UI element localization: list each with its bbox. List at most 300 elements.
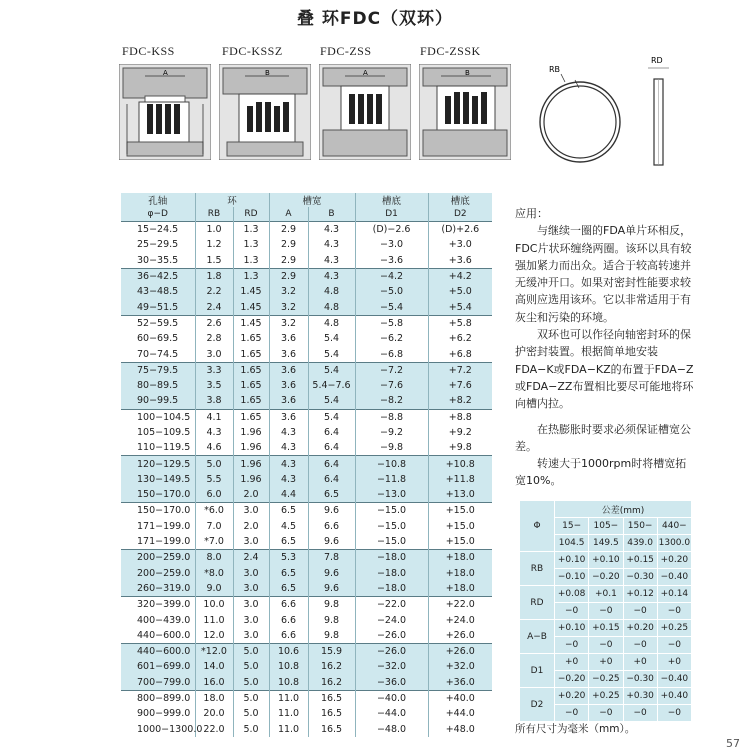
table-cell: 1.65 [233, 409, 269, 425]
tol-value: −0 [555, 603, 589, 620]
col-d2: D2 [428, 207, 492, 222]
table-cell: 9.6 [308, 566, 355, 581]
table-cell: +24.0 [428, 612, 492, 627]
tol-range: 149.5 [589, 535, 623, 552]
table-cell: 90−99.5 [121, 393, 195, 409]
table-cell: +8.8 [428, 409, 492, 425]
tol-label: D1 [520, 654, 555, 688]
table-cell: 1.96 [233, 456, 269, 472]
table-cell: −9.2 [355, 425, 428, 440]
table-cell: 5.3 [269, 550, 308, 566]
table-cell: 80−89.5 [121, 378, 195, 393]
table-cell: 3.2 [269, 315, 308, 331]
dim-a-label-2: A [363, 69, 368, 77]
table-cell: 4.8 [308, 284, 355, 299]
rb-label: RB [549, 65, 561, 74]
table-cell: 2.9 [269, 237, 308, 252]
table-cell: +11.8 [428, 472, 492, 487]
table-cell: −8.8 [355, 409, 428, 425]
table-cell: 4.4 [269, 487, 308, 503]
figure-label-zss: FDC-ZSS [320, 44, 372, 58]
table-cell: 4.3 [269, 425, 308, 440]
table-cell: 1000−1300.0 [137, 723, 203, 735]
tol-row [520, 552, 692, 569]
table-row [121, 519, 492, 534]
figure-label-kssz: FDC-KSSZ [222, 44, 283, 58]
table-row [121, 581, 492, 597]
table-cell: −5.8 [355, 315, 428, 331]
tol-value: −0 [555, 705, 589, 722]
table-cell: 12.0 [195, 628, 233, 644]
page-title: 叠 环FDC（双环） [296, 9, 454, 29]
table-cell: +26.0 [428, 628, 492, 644]
table-row [121, 675, 492, 691]
figure-label-zssk: FDC-ZSSK [420, 44, 481, 58]
table-cell: 3.0 [233, 628, 269, 644]
tol-value: −0 [589, 637, 623, 654]
table-cell: 1.65 [233, 331, 269, 346]
tol-value: −0.20 [555, 671, 589, 688]
table-cell: +3.0 [428, 237, 492, 252]
table-cell: 200−259.0 [121, 550, 195, 566]
table-cell: 5.0 [195, 456, 233, 472]
table-cell: +18.0 [428, 566, 492, 581]
tol-value: +0.20 [555, 688, 589, 705]
table-cell: 16.5 [308, 722, 355, 737]
table-cell: 5.0 [233, 690, 269, 706]
table-row [121, 644, 492, 660]
table-cell: −13.0 [355, 487, 428, 503]
table-cell: −5.0 [355, 284, 428, 299]
table-cell: 6.5 [269, 534, 308, 550]
table-cell: −7.6 [355, 378, 428, 393]
figure-label-kss: FDC-KSS [122, 44, 175, 58]
table-cell: 16.2 [308, 659, 355, 674]
table-cell: −3.0 [355, 237, 428, 252]
table-cell: 1.45 [233, 315, 269, 331]
table-cell: 30−35.5 [137, 254, 179, 266]
table-cell: 171−199.0 [137, 520, 191, 532]
table-row [121, 503, 492, 519]
table-cell: 60−69.5 [137, 333, 179, 345]
table-cell: 5.0 [233, 644, 269, 660]
tol-value: +0.25 [657, 620, 691, 637]
table-cell: 6.5 [269, 581, 308, 597]
table-row [121, 222, 492, 238]
table-cell: 1.5 [195, 253, 233, 269]
tol-value: −0 [555, 637, 589, 654]
col-groove-bottom-1: 槽底 [355, 193, 428, 207]
dim-a-label: A [163, 69, 168, 77]
table-cell: 800−899.0 [121, 690, 195, 706]
table-cell: +10.8 [428, 456, 492, 472]
table-cell: +5.0 [428, 284, 492, 299]
table-cell: 1.65 [233, 362, 269, 378]
table-row [121, 346, 492, 362]
col-rd: RD [233, 207, 269, 222]
col-groove-bottom-2: 槽底 [428, 193, 492, 207]
table-cell: 1.3 [233, 222, 269, 238]
application-heading: 应用： [515, 207, 548, 220]
table-cell: 100−104.5 [121, 409, 195, 425]
table-cell: 6.4 [308, 440, 355, 456]
table-row [121, 362, 492, 378]
table-cell: 4.3 [269, 456, 308, 472]
table-cell: −48.0 [355, 722, 428, 737]
figure-kssz [219, 64, 311, 160]
table-cell: 2.2 [195, 284, 233, 299]
page-number: 57 [726, 737, 740, 750]
table-cell: −11.8 [355, 472, 428, 487]
table-cell: 70−74.5 [137, 348, 179, 360]
tol-value: +0.08 [555, 586, 589, 603]
tol-range: 440− [657, 518, 691, 535]
tol-range: 15− [555, 518, 589, 535]
table-cell: 2.4 [195, 299, 233, 315]
table-cell: −24.0 [355, 612, 428, 627]
table-cell: 3.6 [269, 331, 308, 346]
col-d1: D1 [355, 207, 428, 222]
tol-value: −0 [589, 603, 623, 620]
table-cell: 6.4 [308, 472, 355, 487]
table-cell: 900−999.0 [137, 708, 191, 720]
table-cell: −6.2 [355, 331, 428, 346]
table-cell: 3.0 [233, 612, 269, 627]
tol-value: −0 [623, 637, 657, 654]
table-cell: *6.0 [195, 503, 233, 519]
table-cell: +18.0 [428, 550, 492, 566]
tol-header-row [520, 501, 692, 518]
table-cell: 1.65 [233, 393, 269, 409]
table-cell: 4.3 [308, 222, 355, 238]
tol-value: −0 [657, 637, 691, 654]
table-cell: +6.8 [428, 346, 492, 362]
tol-label: RD [520, 586, 555, 620]
col-groove-width: 槽宽 [269, 193, 355, 207]
application-para-2: 双环也可以作径向轴密封环的保护密封装置。根据简单地安装FDA−K或FDA−KZ的布置于FDA−Z或FDA−ZZ布置相比要尽可能地将环向槽内拉。 [515, 328, 694, 411]
table-cell: +5.4 [428, 299, 492, 315]
table-cell: 9.8 [308, 628, 355, 644]
table-cell: 9.6 [308, 581, 355, 597]
table-cell: 16.5 [308, 690, 355, 706]
table-cell: 6.6 [308, 519, 355, 534]
table-cell: 4.5 [269, 519, 308, 534]
table-cell: 11.0 [195, 612, 233, 627]
tol-value: +0.15 [589, 620, 623, 637]
table-cell: 5.5 [195, 472, 233, 487]
table-row [121, 331, 492, 346]
dim-b-label-2: B [465, 69, 470, 77]
table-cell: +13.0 [428, 487, 492, 503]
tol-value: +0.25 [589, 688, 623, 705]
table-cell: 5.4−7.6 [308, 378, 355, 393]
table-cell: 16.5 [308, 706, 355, 721]
tol-value: +0 [623, 654, 657, 671]
col-phi-d: φ−D [121, 207, 195, 222]
table-cell: 15−24.5 [121, 222, 195, 238]
table-cell: (D)+2.6 [428, 222, 492, 238]
tol-value: +0.10 [589, 552, 623, 569]
tol-value: −0 [623, 603, 657, 620]
tol-value: +0.15 [623, 552, 657, 569]
table-cell: 3.0 [195, 346, 233, 362]
tol-value: +0.10 [555, 620, 589, 637]
tol-row [520, 654, 692, 671]
table-cell: 52−59.5 [121, 315, 195, 331]
table-cell: 4.6 [195, 440, 233, 456]
table-cell: −18.0 [355, 581, 428, 597]
table-cell: 1.45 [233, 299, 269, 315]
table-cell: 6.4 [308, 425, 355, 440]
table-cell: −3.6 [355, 253, 428, 269]
table-cell: 15.9 [308, 644, 355, 660]
table-cell: −7.2 [355, 362, 428, 378]
table-row [121, 534, 492, 550]
table-cell: 9.6 [308, 534, 355, 550]
table-cell: 49−51.5 [121, 299, 195, 315]
tol-value: −0.40 [657, 569, 691, 586]
table-cell: *8.0 [195, 566, 233, 581]
tol-value: −0.30 [623, 671, 657, 688]
table-cell: 6.6 [269, 628, 308, 644]
table-cell: 3.2 [269, 299, 308, 315]
table-cell: 130−149.5 [121, 472, 195, 487]
table-cell: 2.9 [269, 253, 308, 269]
col-b: B [308, 207, 355, 222]
unit-note: 所有尺寸为毫米（mm）。 [515, 723, 636, 735]
tol-value: −0.20 [589, 569, 623, 586]
table-cell: 3.2 [269, 284, 308, 299]
tol-row [520, 586, 692, 603]
table-cell: −32.0 [355, 659, 428, 674]
table-cell: *7.0 [195, 534, 233, 550]
tol-value: +0.1 [589, 586, 623, 603]
figure-kss [119, 64, 211, 160]
table-row [121, 456, 492, 472]
table-row [121, 472, 492, 487]
figure-zss [319, 64, 411, 160]
table-row [121, 237, 492, 252]
table-cell: 6.6 [269, 597, 308, 613]
table-cell: 700−799.0 [121, 675, 195, 691]
dimension-table [121, 193, 492, 737]
table-cell: −10.8 [355, 456, 428, 472]
table-cell: +15.0 [428, 534, 492, 550]
table-row [121, 268, 492, 284]
table-cell: 3.5 [195, 378, 233, 393]
table-cell: 9.8 [308, 597, 355, 613]
tol-range: 105− [589, 518, 623, 535]
table-row [121, 284, 492, 299]
table-cell: 36−42.5 [121, 268, 195, 284]
table-cell: 6.4 [308, 456, 355, 472]
table-cell: −4.2 [355, 268, 428, 284]
table-cell: 5.0 [233, 706, 269, 721]
table-cell: +7.2 [428, 362, 492, 378]
table-cell: 3.0 [233, 503, 269, 519]
table-cell: −36.0 [355, 675, 428, 691]
table-cell: 5.4 [308, 362, 355, 378]
table-cell: −26.0 [355, 628, 428, 644]
table-cell: 1.65 [233, 346, 269, 362]
table-cell: 3.0 [233, 581, 269, 597]
table-cell: −26.0 [355, 644, 428, 660]
table-cell: −18.0 [355, 550, 428, 566]
table-cell: 9.6 [308, 503, 355, 519]
tol-value: +0 [657, 654, 691, 671]
tol-header: 公差(mm) [555, 501, 692, 518]
table-cell: 10.8 [269, 659, 308, 674]
table-cell: 43−48.5 [121, 284, 195, 299]
table-row [121, 722, 492, 737]
tol-value: +0.12 [623, 586, 657, 603]
table-row [121, 440, 492, 456]
table-cell: 1.2 [195, 237, 233, 252]
table-cell: 601−699.0 [121, 659, 195, 674]
table-cell: 1.45 [233, 284, 269, 299]
tol-value: −0.30 [623, 569, 657, 586]
col-a: A [269, 207, 308, 222]
table-cell: 2.0 [233, 487, 269, 503]
table-cell: 1.65 [233, 378, 269, 393]
table-row [121, 597, 492, 613]
table-cell: 7.8 [308, 550, 355, 566]
table-cell: +3.6 [428, 253, 492, 269]
ring-drawing [535, 52, 685, 181]
tol-range: 104.5 [555, 535, 589, 552]
table-cell: −44.0 [355, 706, 428, 721]
table-cell: 5.0 [233, 722, 269, 737]
table-row [121, 612, 492, 627]
table-cell: 2.8 [195, 331, 233, 346]
table-cell: 10.6 [269, 644, 308, 660]
tol-value: −0.25 [589, 671, 623, 688]
table-cell: 200−259.0 [121, 566, 195, 581]
table-cell: −8.2 [355, 393, 428, 409]
table-row [121, 393, 492, 409]
table-cell: +15.0 [428, 519, 492, 534]
figure-zssk [419, 64, 511, 160]
table-cell: 3.8 [195, 393, 233, 409]
table-cell: −5.4 [355, 299, 428, 315]
table-row [121, 690, 492, 706]
table-cell: 440−600.0 [121, 644, 195, 660]
table-cell: −15.0 [355, 519, 428, 534]
table-cell: 3.0 [233, 566, 269, 581]
tol-value: +0.10 [555, 552, 589, 569]
table-cell: 3.6 [269, 346, 308, 362]
table-cell: 1.96 [233, 425, 269, 440]
table-cell: 1.3 [233, 268, 269, 284]
table-cell: +40.0 [428, 690, 492, 706]
table-cell: 105−109.5 [137, 427, 191, 438]
table-cell: +7.6 [428, 378, 492, 393]
table-cell: 10.8 [269, 675, 308, 691]
table-cell: 2.4 [233, 550, 269, 566]
table-cell: 18.0 [195, 690, 233, 706]
table-cell: 3.6 [269, 409, 308, 425]
table-cell: 10.0 [195, 597, 233, 613]
table-cell: 3.0 [233, 597, 269, 613]
tol-value: +0.20 [657, 552, 691, 569]
table-cell: 1.8 [195, 268, 233, 284]
table-cell: 11.0 [269, 722, 308, 737]
table-cell: 11.0 [269, 706, 308, 721]
table-cell: 4.3 [308, 253, 355, 269]
table-cell: −9.8 [355, 440, 428, 456]
table-cell: 6.5 [269, 566, 308, 581]
table-cell: +15.0 [428, 503, 492, 519]
table-cell: 2.9 [269, 222, 308, 238]
table-cell: +36.0 [428, 675, 492, 691]
tol-value: +0.40 [657, 688, 691, 705]
table-cell: 1.96 [233, 440, 269, 456]
table-cell: 4.3 [269, 440, 308, 456]
table-cell: 150−170.0 [121, 503, 195, 519]
table-cell: +48.0 [428, 722, 492, 737]
tol-value: +0.30 [623, 688, 657, 705]
table-cell: +9.2 [428, 425, 492, 440]
table-cell: +9.8 [428, 440, 492, 456]
tol-value: +0 [555, 654, 589, 671]
table-cell: 4.8 [308, 299, 355, 315]
table-cell: +26.0 [428, 644, 492, 660]
table-cell: +6.2 [428, 331, 492, 346]
table-row [121, 487, 492, 503]
table-cell: 5.4 [308, 393, 355, 409]
table-cell: 260−319.0 [121, 581, 195, 597]
tol-label: A−B [520, 620, 555, 654]
table-cell: 5.0 [233, 675, 269, 691]
table-cell: 7.0 [195, 519, 233, 534]
table-cell: +8.2 [428, 393, 492, 409]
table-cell: 9.8 [308, 612, 355, 627]
table-cell: 3.6 [269, 393, 308, 409]
table-cell: 22.0 [195, 722, 233, 737]
tol-value: −0 [623, 705, 657, 722]
table-cell: 6.0 [195, 487, 233, 503]
table-row [121, 628, 492, 644]
table-cell: −15.0 [355, 503, 428, 519]
tol-value: −0.10 [555, 569, 589, 586]
table-cell: +44.0 [428, 706, 492, 721]
tol-value: +0.14 [657, 586, 691, 603]
application-para-1: 与继续一圈的FDA单片环相反，FDC片状环缠绕两圈。该环以具有较强加紧力而出众。适合于较高转速并无缓冲开口。如果对密封性能要求较高则应选用该环。它以非常适用于有灰尘和污染的环境。 [515, 224, 692, 324]
table-row [121, 378, 492, 393]
tol-range: 439.0 [623, 535, 657, 552]
table-cell: 16.0 [195, 675, 233, 691]
table-cell: 20.0 [195, 706, 233, 721]
table-cell: 4.3 [308, 237, 355, 252]
tol-value: −0 [657, 705, 691, 722]
table-cell: *12.0 [195, 644, 233, 660]
table-cell: +4.2 [428, 268, 492, 284]
table-cell: 6.5 [269, 503, 308, 519]
tolerance-table [519, 500, 692, 722]
table-cell: 5.4 [308, 409, 355, 425]
table-cell: 3.0 [233, 534, 269, 550]
table-cell: 1.96 [233, 472, 269, 487]
table-cell: 320−399.0 [121, 597, 195, 613]
table-row [121, 409, 492, 425]
table-row [121, 659, 492, 674]
rd-label: RD [651, 56, 663, 65]
tol-range: 150− [623, 518, 657, 535]
table-cell: 1.3 [233, 253, 269, 269]
table-cell: 4.3 [269, 472, 308, 487]
col-ring: 环 [195, 193, 269, 207]
tol-range: 1300.0 [657, 535, 691, 552]
